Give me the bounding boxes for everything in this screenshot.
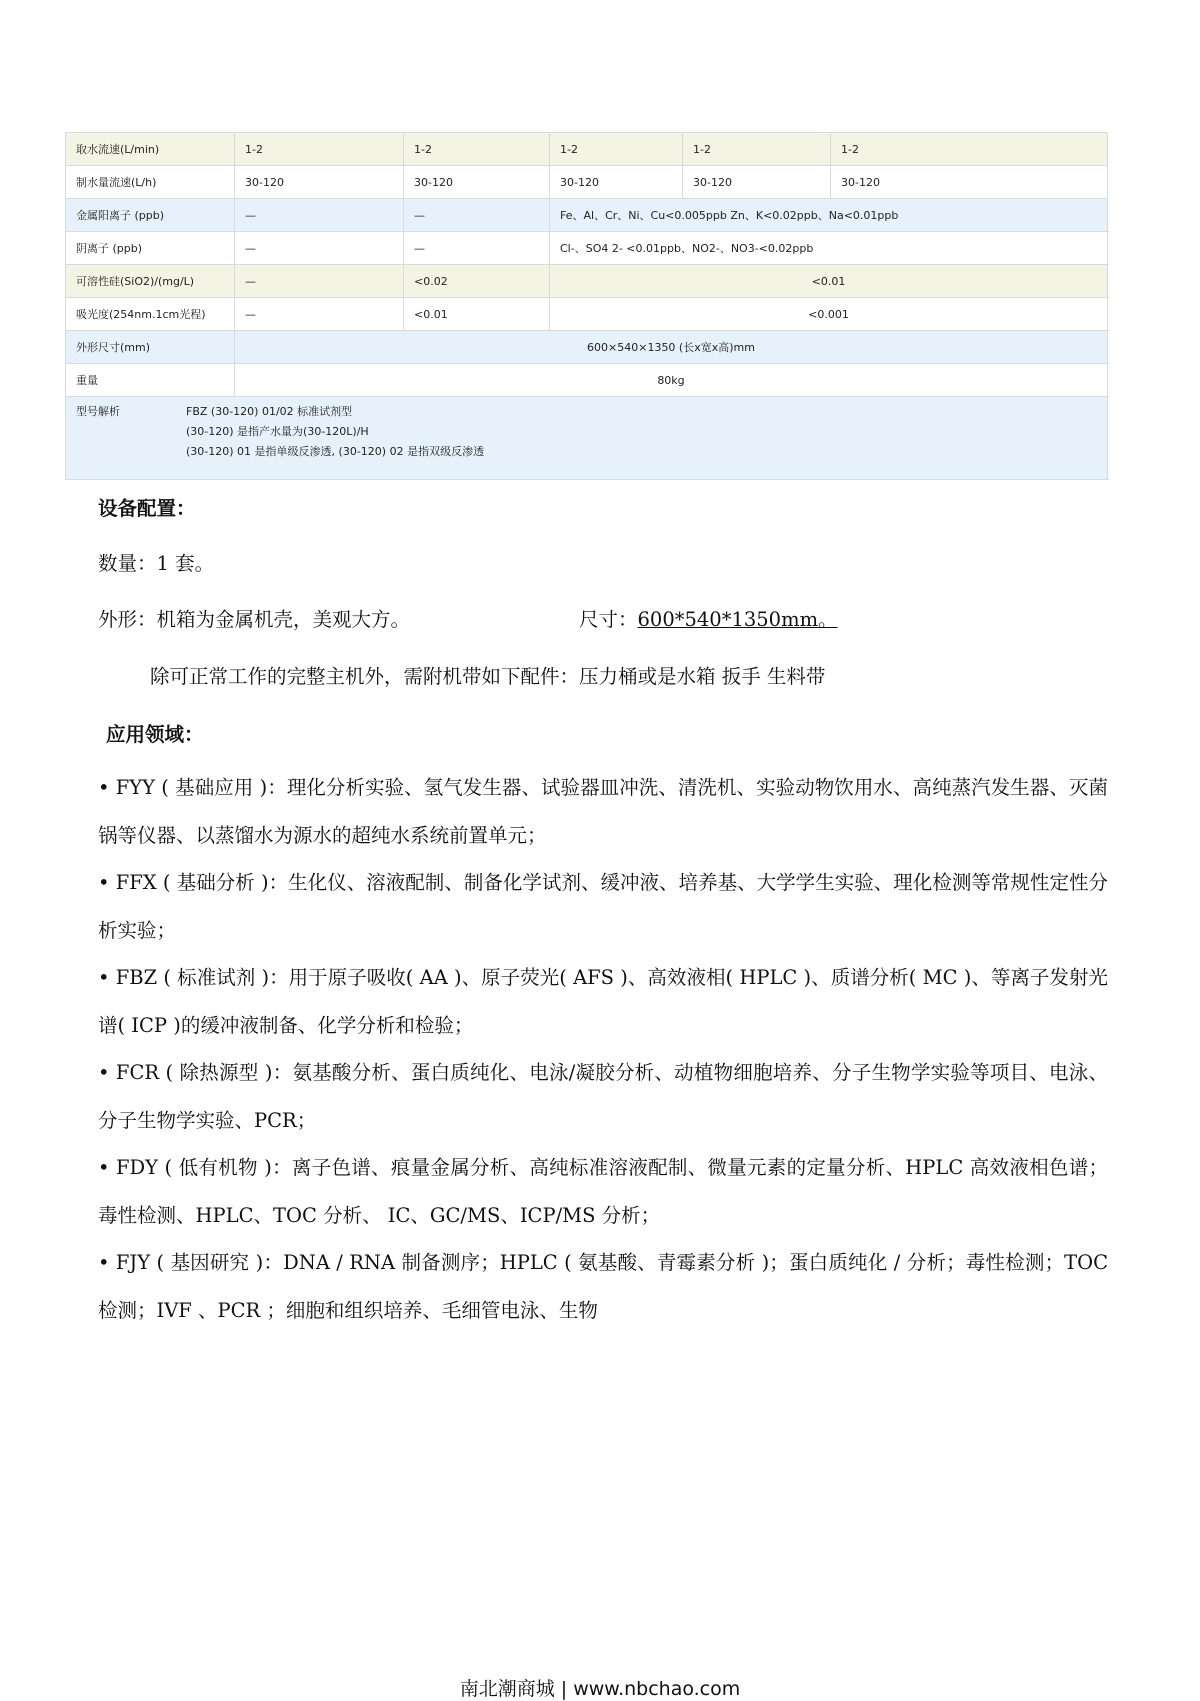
size-value: 600*540*1350mm。 [637,608,838,631]
table-cell: <0.01 [550,265,1108,298]
table-cell: 30-120 [550,166,683,199]
model-note [66,397,1108,480]
table-cell: 600×540×1350 (长x宽x高)mm [235,331,1108,364]
table-cell: 30-120 [235,166,404,199]
table-cell: — [235,265,404,298]
table-cell: 1-2 [683,133,831,166]
list-item: • FJY ( 基因研究 )：DNA / RNA 制备测序；HPLC ( 氨基酸、青霉素分析 )；蛋白质纯化 / 分析；毒性检测；TOC 检测；IVF 、PCR ；细胞和组织培养、毛细管电泳、生物 [98,1251,1108,1322]
table-cell: — [235,232,404,265]
table-cell: Cl-、SO4 2- <0.01ppb、NO2-、NO3-<0.02ppb [550,232,1108,265]
list-item: • FYY ( 基础应用 )：理化分析实验、氢气发生器、试验器皿冲洗、清洗机、实验动物饮用水、高纯蒸汽发生器、灭菌锅等仪器、以蒸馏水为源水的超纯水系统前置单元； [98,776,1108,847]
equipment-accessories: 除可正常工作的完整主机外，需附机带如下配件：压力桶或是水箱 扳手 生料带 [150,665,826,688]
list-item: • FDY ( 低有机物 )：离子色谱、痕量金属分析、高纯标准溶液配制、微量元素的定量分析、HPLC 高效液相色谱；毒性检测、HPLC、TOC 分析、 IC、GC/MS、ICP/MS 分析； [98,1156,1108,1227]
note-line: (30-120) 是指产水量为(30-120L)/H [186,425,369,438]
table-cell: <0.02 [404,265,550,298]
row-label: 阴离子 (ppb) [66,232,235,265]
table-cell: Fe、Al、Cr、Ni、Cu<0.005ppb Zn、K<0.02ppb、Na<0.01ppb [550,199,1108,232]
table-cell: 30-120 [683,166,831,199]
table-row [66,199,1108,232]
table-row [66,331,1108,364]
table-row [66,298,1108,331]
table-cell: 80kg [235,364,1108,397]
table-cell: 30-120 [831,166,1108,199]
applications-list [98,764,1108,1334]
table-row [66,397,1108,480]
list-item: • FFX ( 基础分析 )：生化仪、溶液配制、制备化学试剂、缓冲液、培养基、大学学生实验、理化检测等常规性定性分析实验； [98,871,1108,942]
row-label: 制水量流速(L/h) [66,166,235,199]
footer-watermark: 南北潮商城 | www.nbchao.com [459,1678,741,1700]
table-cell: 1-2 [831,133,1108,166]
applications-heading: 应用领域： [106,723,204,746]
row-label: 外形尺寸(mm) [66,331,235,364]
equipment-size [579,608,838,632]
row-label: 取水流速(L/min) [66,133,235,166]
list-item: • FCR ( 除热源型 )：氨基酸分析、蛋白质纯化、电泳/凝胶分析、动植物细胞培养、分子生物学实验等项目、电泳、分子生物学实验、PCR； [98,1061,1108,1132]
spec-table [65,132,1108,480]
table-row [66,265,1108,298]
list-item: • FBZ ( 标准试剂 )：用于原子吸收( AA )、原子荧光( AFS )、高效液相( HPLC )、质谱分析( MC )、等离子发射光谱( ICP )的缓冲液制备、化学分析和检验； [98,966,1108,1037]
row-label: 金属阳离子 (ppb) [66,199,235,232]
table-cell: 30-120 [404,166,550,199]
table-cell: 1-2 [550,133,683,166]
table-row [66,166,1108,199]
table-cell: — [235,298,404,331]
table-cell: <0.01 [404,298,550,331]
note-label: 型号解析 [76,405,120,418]
row-label: 吸光度(254nm.1cm光程) [66,298,235,331]
note-line: (30-120) 01 是指单级反渗透, (30-120) 02 是指双级反渗透 [186,445,485,458]
row-label: 可溶性硅(SiO2)/(mg/L) [66,265,235,298]
table-cell: — [404,232,550,265]
table-row [66,364,1108,397]
table-cell: 1-2 [235,133,404,166]
table-cell: — [404,199,550,232]
size-label: 尺寸： [579,608,638,631]
note-line: FBZ (30-120) 01/02 标准试剂型 [186,405,353,418]
table-cell: — [235,199,404,232]
row-label: 重量 [66,364,235,397]
equipment-shape: 外形：机箱为金属机壳，美观大方。 [98,608,411,631]
equipment-heading: 设备配置： [98,497,196,520]
table-cell: 1-2 [404,133,550,166]
table-row [66,232,1108,265]
table-cell: <0.001 [550,298,1108,331]
table-row [66,133,1108,166]
equipment-quantity: 数量：1 套。 [98,552,215,575]
